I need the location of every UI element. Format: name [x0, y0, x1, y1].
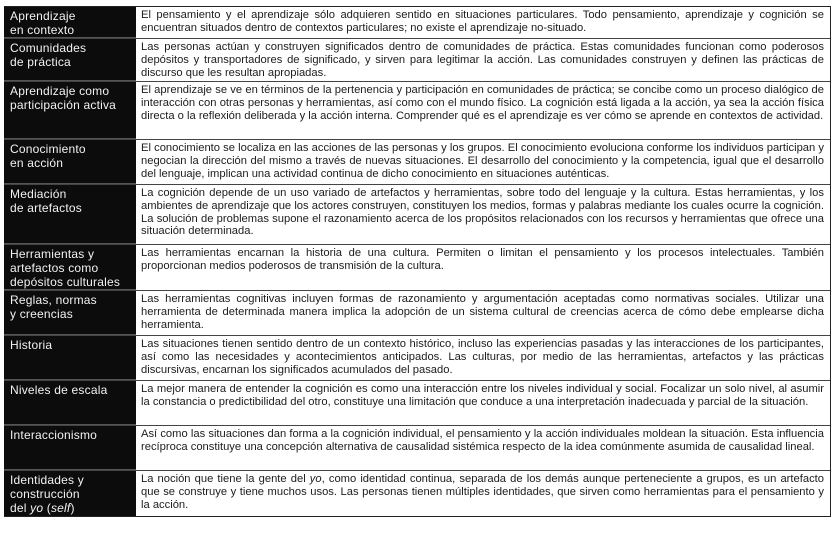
term-cell [4, 140, 136, 184]
table-row [4, 291, 830, 336]
table-row [4, 140, 830, 185]
description-cell: El aprendizaje se ve en términos de la pertenencia y participación en comunidades de práctica; se concibe como un proceso dialógico de interacción con otras personas y herramientas, así como con el mundo físico. La cognición está ligada a la acción, ya sea la acción física directa o la reflexión deliberada y la acción interna. Comprender qué es el aprendizaje es ver cómo se aprende en contextos de actividad. [141, 84, 824, 122]
term-line: construcción [10, 487, 80, 501]
table-row [4, 7, 830, 39]
table-row [4, 426, 830, 471]
term-italic-text: self [50, 501, 71, 515]
table-row [4, 336, 830, 381]
table-row [4, 471, 830, 516]
description-cell: Las herramientas encarnan la historia de una cultura. Permiten o limitan el pensamiento y los procesos intelectuales. También proporcionan medios poderosos de transmisión de la cultura. [141, 247, 824, 272]
term-line: Comunidades [10, 41, 87, 55]
term-line: Historia [10, 338, 53, 352]
term-line: Identidades y [10, 473, 84, 487]
term-cell [4, 291, 136, 335]
term-text: ( [43, 501, 51, 515]
term-line: en contexto [10, 23, 75, 37]
term-line: y creencias [10, 307, 73, 321]
term-line: Aprendizaje como [10, 84, 110, 98]
description-cell: El conocimiento se localiza en las acciones de las personas y los grupos. El conocimiento evoluciona conforme los individuos participan y negocian la dirección del mismo a través de nuevas situaciones. El desarrollo del conocimiento y la competencia, igual que el desarrollo del lenguaje, implican una actividad continua de dicho conocimiento en situaciones auténticas. [141, 142, 824, 180]
term-text: ) [70, 501, 75, 515]
term-cell [4, 336, 136, 380]
description-cell [136, 471, 830, 516]
term-line: en acción [10, 156, 64, 170]
term-cell [4, 185, 136, 244]
table-row [4, 39, 830, 82]
description-italic-text: yo [309, 473, 322, 485]
term-line: Interaccionismo [10, 428, 98, 442]
table-row [4, 185, 830, 245]
description-text: , como identidad continua, separada de los demás aunque perteneciente a grupos, es un artefacto que se construye y tiene muchos usos. Las personas tienen múltiples identidades, que sirven como herramientas para el pensamiento y la acción. [141, 473, 824, 511]
term-text: del [10, 501, 31, 515]
term-line: de práctica [10, 55, 71, 69]
description-cell: La cognición depende de un uso variado de artefactos y herramientas, sobre todo del lenguaje y la cultura. Estas herramientas, y los ambientes de aprendizaje que los actores construyen, constituyen los medios, formas y palabras mediante los cuales ocurre la cognición. La solución de problemas supone el razonamiento acerca de los propósitos relacionados con los recursos y herramientas que ofrece una situación determinada. [141, 187, 824, 238]
table-row [4, 82, 830, 140]
term-line: depósitos culturales [10, 275, 121, 289]
concepts-table [4, 6, 831, 517]
term-cell [4, 82, 136, 139]
term-line: participación activa [10, 98, 117, 112]
description-cell: Las herramientas cognitivas incluyen formas de razonamiento y argumentación aceptadas como normativas sociales. Utilizar una herramienta de determinada manera implica la adopción de un sistema cultural de creencias acerca de cómo debe emplearse dicha herramienta. [141, 293, 824, 331]
description-cell: Las personas actúan y construyen significados dentro de comunidades de práctica. Estas comunidades funcionan como poderosos depósitos y transportadores de significado, y sirven para legitimar la acción. Las comunidades construyen y definen las prácticas de discurso que les resultan apropiadas. [141, 41, 824, 79]
term-line: Mediación [10, 187, 67, 201]
description-cell: La mejor manera de entender la cognición es como una interacción entre los niveles individual y social. Focalizar un solo nivel, al asumir la constancia o predictibilidad del otro, constituye una limitación que conduce a una interpretación inadecuada y parcial de la situación. [141, 383, 824, 408]
term-cell [4, 426, 136, 470]
term-line: Aprendizaje [10, 9, 76, 23]
term-italic-text: yo [30, 501, 44, 515]
description-cell: El pensamiento y el aprendizaje sólo adquieren sentido en situaciones particulares. Todo pensamiento, aprendizaje y cognición se encuentran situados dentro de contextos particulares; no existe el aprendizaje no-situado. [141, 9, 824, 34]
term-line: Niveles de escala [10, 383, 108, 397]
description-cell: Así como las situaciones dan forma a la cognición individual, el pensamiento y la acción individuales moldean la situación. Esta influencia recíproca constituye una concepción alternativa de causalidad sistémica respecto de la idea comúnmente asumida de causalidad lineal. [141, 428, 824, 453]
term-line: artefactos como [10, 261, 99, 275]
term-line: Reglas, normas [10, 293, 97, 307]
table-row [4, 381, 830, 426]
term-line: Conocimiento [10, 142, 86, 156]
description-text: La noción que tiene la gente del [141, 473, 310, 485]
table-row [4, 245, 830, 291]
term-line: de artefactos [10, 201, 82, 215]
term-cell [4, 7, 136, 38]
term-cell [4, 381, 136, 425]
term-line-with-italics [10, 501, 130, 515]
description-cell: Las situaciones tienen sentido dentro de un contexto histórico, incluso las experiencias pasadas y las interacciones de los participantes, así como las necesidades y acontecimientos anticipados. Las culturas, por medio de las herramientas, artefactos y las prácticas discursivas, encarnan los significados acumulados del pasado. [141, 338, 824, 376]
term-line: Herramientas y [10, 247, 95, 261]
term-cell [4, 471, 136, 516]
term-cell [4, 39, 136, 81]
term-cell [4, 245, 136, 290]
